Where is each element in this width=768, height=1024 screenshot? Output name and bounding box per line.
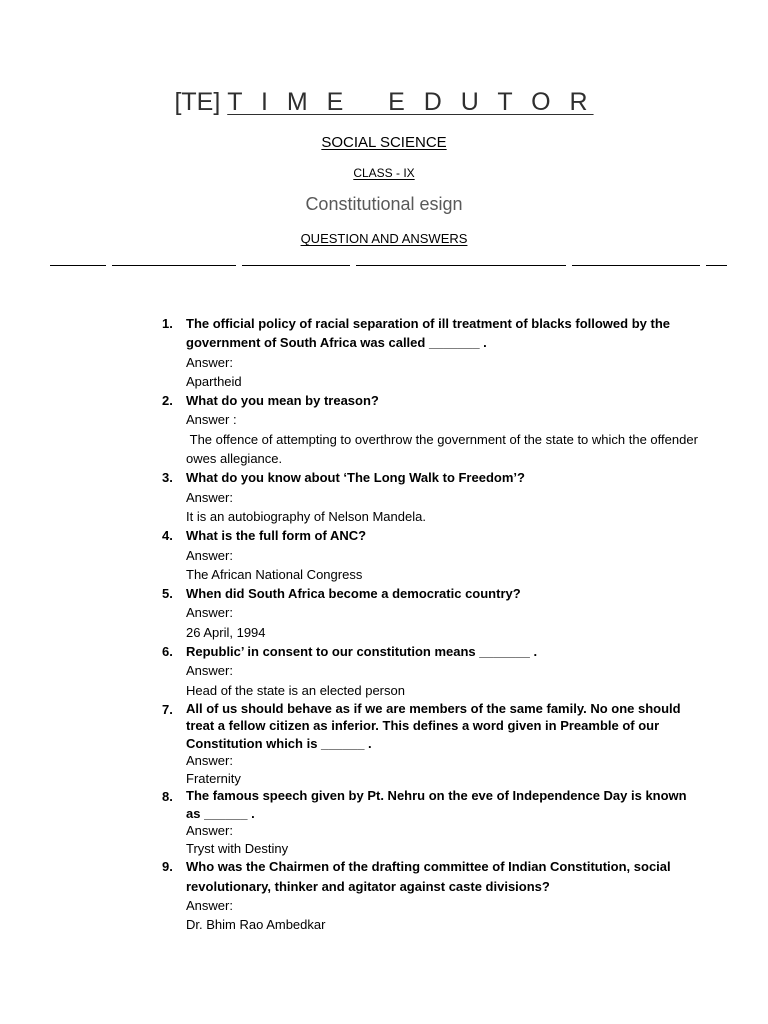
class-label: CLASS - IX xyxy=(353,166,415,180)
question-item xyxy=(160,391,700,468)
question-number: 3. xyxy=(162,470,173,486)
question-number: 7. xyxy=(162,701,173,717)
answer-text: The offence of attempting to overthrow the government of the state to which the offender owes allegiance. xyxy=(186,431,702,467)
answer-label: Answer: xyxy=(186,605,233,621)
question-text: Who was the Chairmen of the drafting committee of Indian Constitution, social revolutionary, thinker and agitator against caste divisions? xyxy=(186,859,671,894)
question-number: 9. xyxy=(162,859,173,875)
section-heading: QUESTION AND ANSWERS xyxy=(300,231,468,246)
question-item xyxy=(160,857,700,934)
question-number: 1. xyxy=(162,316,173,331)
answer-label: Answer: xyxy=(186,753,233,769)
question-text: The famous speech given by Pt. Nehru on the eve of Independence Day is known as ______ . xyxy=(186,788,687,821)
answer-label: Answer : xyxy=(186,412,237,428)
question-item xyxy=(160,642,700,700)
question-text: What do you know about ‘The Long Walk to Freedom’? xyxy=(186,470,525,486)
question-item xyxy=(160,314,700,391)
answer-label: Answer: xyxy=(186,489,233,505)
chapter-title: Constitutional esign xyxy=(305,194,463,214)
answer-text: Fraternity xyxy=(186,770,241,786)
question-item xyxy=(160,700,700,788)
question-text: What do you mean by treason? xyxy=(186,393,379,409)
question-item xyxy=(160,526,700,584)
title-prefix: [TE] xyxy=(174,88,221,116)
question-text: The official policy of racial separation of ill treatment of blacks followed by the government of South Africa was called _______ . xyxy=(186,316,670,351)
question-text: When did South Africa become a democratic country? xyxy=(186,586,521,602)
question-item xyxy=(160,468,700,526)
question-item xyxy=(160,787,700,857)
question-list xyxy=(160,314,700,935)
question-item xyxy=(160,584,700,642)
answer-text: Head of the state is an elected person xyxy=(186,682,405,698)
answer-text: Tryst with Destiny xyxy=(186,840,289,856)
question-text: All of us should behave as if we are members of the same family. No one should treat a fellow citizen as inferior. This defines a word given in Preamble of our Constitution which is ______ . xyxy=(186,700,681,751)
question-text: What is the full form of ANC? xyxy=(186,528,367,544)
question-number: 5. xyxy=(162,586,173,602)
answer-label: Answer: xyxy=(186,663,233,679)
answer-label: Answer: xyxy=(186,354,233,370)
question-number: 6. xyxy=(162,644,173,660)
question-number: 4. xyxy=(162,528,173,544)
answer-label: Answer: xyxy=(186,898,233,914)
subject-heading: SOCIAL SCIENCE xyxy=(321,134,447,151)
section-divider xyxy=(50,265,727,266)
document-title xyxy=(0,88,768,117)
question-number: 8. xyxy=(162,789,173,805)
question-text: Republic’ in consent to our constitution means _______ . xyxy=(186,644,538,660)
answer-text: It is an autobiography of Nelson Mandela. xyxy=(186,508,426,524)
question-number: 2. xyxy=(162,393,173,409)
answer-text: Apartheid xyxy=(186,373,242,389)
answer-text: 26 April, 1994 xyxy=(186,624,266,640)
answer-text: Dr. Bhim Rao Ambedkar xyxy=(186,917,326,933)
answer-label: Answer: xyxy=(186,823,233,839)
answer-text: The African National Congress xyxy=(186,566,363,582)
title-brand: T I M E E D U T O R xyxy=(227,88,594,116)
answer-label: Answer: xyxy=(186,547,233,563)
